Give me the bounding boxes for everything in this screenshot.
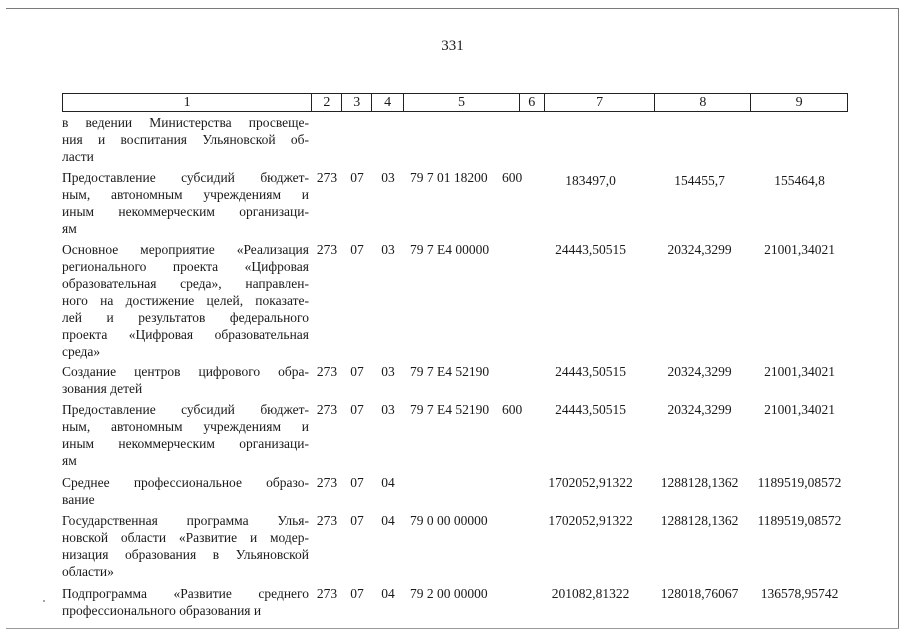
row-description — [62, 512, 312, 580]
description-line: ласти — [62, 149, 94, 164]
table-row — [62, 474, 862, 508]
row-description — [62, 363, 312, 397]
row-section-code: 07 — [350, 586, 364, 601]
description-line: в ведении Министерства просвеще- — [62, 115, 309, 130]
row-section-code: 07 — [350, 475, 364, 490]
row-amount-2: 20324,3299 — [667, 402, 732, 417]
row-subsection-code: 03 — [381, 364, 395, 379]
table-row — [62, 114, 862, 165]
row-amount-3: 155464,8 — [774, 173, 825, 188]
description-line: ния и воспитания Ульяновской об- — [62, 132, 309, 147]
page-edge-bottom — [6, 628, 899, 629]
description-line: Основное мероприятие «Реализация — [62, 242, 309, 257]
description-line: ям — [62, 221, 77, 236]
row-ministry-code: 273 — [316, 586, 338, 601]
row-description — [62, 474, 312, 508]
row-ministry-code: 273 — [316, 170, 338, 185]
row-description — [62, 585, 312, 619]
row-ministry-code: 273 — [316, 402, 338, 417]
row-target-article — [404, 474, 500, 508]
description-line: лей и результатов федерального — [62, 310, 309, 325]
row-target-article: 79 7 01 18200 — [410, 170, 488, 185]
row-description — [62, 401, 312, 469]
header-col-6: 6 — [520, 94, 545, 111]
row-section-code — [342, 114, 372, 165]
description-line: новской области «Развитие и модер- — [62, 530, 309, 545]
row-description — [62, 114, 312, 165]
row-ministry-code: 273 — [316, 475, 338, 490]
row-amount-1 — [533, 114, 648, 165]
table-body — [62, 114, 862, 619]
table-row — [62, 585, 862, 619]
row-section-code: 07 — [350, 242, 364, 257]
row-ministry-code — [312, 114, 342, 165]
description-line: ным, автономным учреждениям и — [62, 419, 309, 434]
row-section-code: 07 — [350, 513, 364, 528]
row-amount-2: 20324,3299 — [667, 364, 732, 379]
header-col-2: 2 — [312, 94, 342, 111]
row-amount-2: 1288128,1362 — [660, 475, 739, 490]
page-edge-top — [6, 8, 899, 9]
row-amount-2: 20324,3299 — [667, 242, 732, 257]
row-description — [62, 169, 312, 237]
row-target-article: 79 7 E4 00000 — [410, 242, 490, 257]
row-expense-type — [500, 512, 533, 580]
description-line: проекта «Цифровая образовательная — [62, 327, 309, 342]
page-number: 331 — [441, 38, 464, 54]
header-col-8: 8 — [655, 94, 751, 111]
row-target-article: 79 2 00 00000 — [410, 586, 488, 601]
row-amount-2: 128018,76067 — [660, 586, 739, 601]
row-amount-3: 21001,34021 — [764, 242, 835, 257]
row-subsection-code: 04 — [381, 513, 395, 528]
description-line: ным, автономным учреждениям и — [62, 187, 309, 202]
row-amount-2: 1288128,1362 — [660, 513, 739, 528]
header-col-5: 5 — [404, 94, 520, 111]
row-subsection-code: 03 — [381, 402, 395, 417]
row-section-code: 07 — [350, 364, 364, 379]
row-amount-1: 1702052,91322 — [548, 513, 633, 528]
table-row — [62, 363, 862, 397]
description-line: низация образования в Ульяновской — [62, 547, 309, 562]
scan-speck — [43, 600, 45, 602]
row-target-article: 79 7 E4 52190 — [410, 364, 490, 379]
row-amount-1: 24443,50515 — [555, 242, 626, 257]
description-line: Среднее профессиональное образо- — [62, 475, 309, 490]
table-header — [62, 93, 848, 112]
row-amount-3 — [743, 114, 848, 165]
description-line: профессионального образования и — [62, 603, 262, 618]
description-line: ям — [62, 453, 77, 468]
description-line: Создание центров цифрового обра- — [62, 364, 309, 379]
row-section-code: 07 — [350, 402, 364, 417]
row-ministry-code: 273 — [316, 513, 338, 528]
page-edge-right — [898, 8, 899, 628]
row-subsection-code: 03 — [381, 242, 395, 257]
row-expense-type: 600 — [502, 402, 523, 417]
row-expense-type — [500, 241, 533, 360]
row-amount-3: 21001,34021 — [764, 364, 835, 379]
row-ministry-code: 273 — [316, 242, 338, 257]
description-line: области» — [62, 564, 114, 579]
row-amount-3: 1189519,08572 — [757, 513, 842, 528]
row-amount-1: 183497,0 — [565, 173, 616, 188]
row-amount-1: 24443,50515 — [555, 364, 626, 379]
row-expense-type — [500, 585, 533, 619]
row-amount-2: 154455,7 — [674, 173, 725, 188]
row-amount-3: 136578,95742 — [760, 586, 839, 601]
row-ministry-code: 273 — [316, 364, 338, 379]
row-subsection-code: 03 — [381, 170, 395, 185]
description-line: вание — [62, 492, 95, 507]
description-line: образовательная среда», направлен- — [62, 276, 309, 291]
row-subsection-code — [372, 114, 404, 165]
row-amount-1: 24443,50515 — [555, 402, 626, 417]
row-target-article: 79 0 00 00000 — [410, 513, 488, 528]
description-line: Предоставление субсидий бюджет- — [62, 170, 309, 185]
description-line: ного на достижение целей, показате- — [62, 293, 309, 308]
header-col-7: 7 — [545, 94, 656, 111]
table-row — [62, 401, 862, 469]
table-row — [62, 169, 862, 237]
description-line: среда» — [62, 344, 101, 359]
row-target-article: 79 7 E4 52190 — [410, 402, 490, 417]
header-col-4: 4 — [372, 94, 404, 111]
description-line: иным некоммерческим организаци- — [62, 204, 309, 219]
row-expense-type — [500, 474, 533, 508]
row-amount-3: 21001,34021 — [764, 402, 835, 417]
table-row — [62, 241, 862, 360]
description-line: Подпрограмма «Развитие среднего — [62, 586, 309, 601]
table-row — [62, 512, 862, 580]
row-section-code: 07 — [350, 170, 364, 185]
row-expense-type — [500, 363, 533, 397]
header-col-9: 9 — [795, 95, 803, 110]
row-subsection-code: 04 — [381, 586, 395, 601]
row-amount-3: 1189519,08572 — [757, 475, 842, 490]
row-amount-2 — [648, 114, 743, 165]
header-col-1: 1 — [63, 94, 312, 111]
description-line: Предоставление субсидий бюджет- — [62, 402, 309, 417]
description-line: зования детей — [62, 381, 143, 396]
description-line: регионального проекта «Цифровая — [62, 259, 309, 274]
description-line: Государственная программа Улья- — [62, 513, 309, 528]
row-description — [62, 241, 312, 360]
row-subsection-code: 04 — [381, 475, 395, 490]
row-expense-type: 600 — [502, 170, 523, 185]
row-amount-1: 201082,81322 — [551, 586, 630, 601]
header-col-3: 3 — [342, 94, 372, 111]
row-expense-type — [500, 114, 533, 165]
row-amount-1: 1702052,91322 — [548, 475, 633, 490]
row-target-article — [404, 114, 500, 165]
description-line: иным некоммерческим организаци- — [62, 436, 309, 451]
